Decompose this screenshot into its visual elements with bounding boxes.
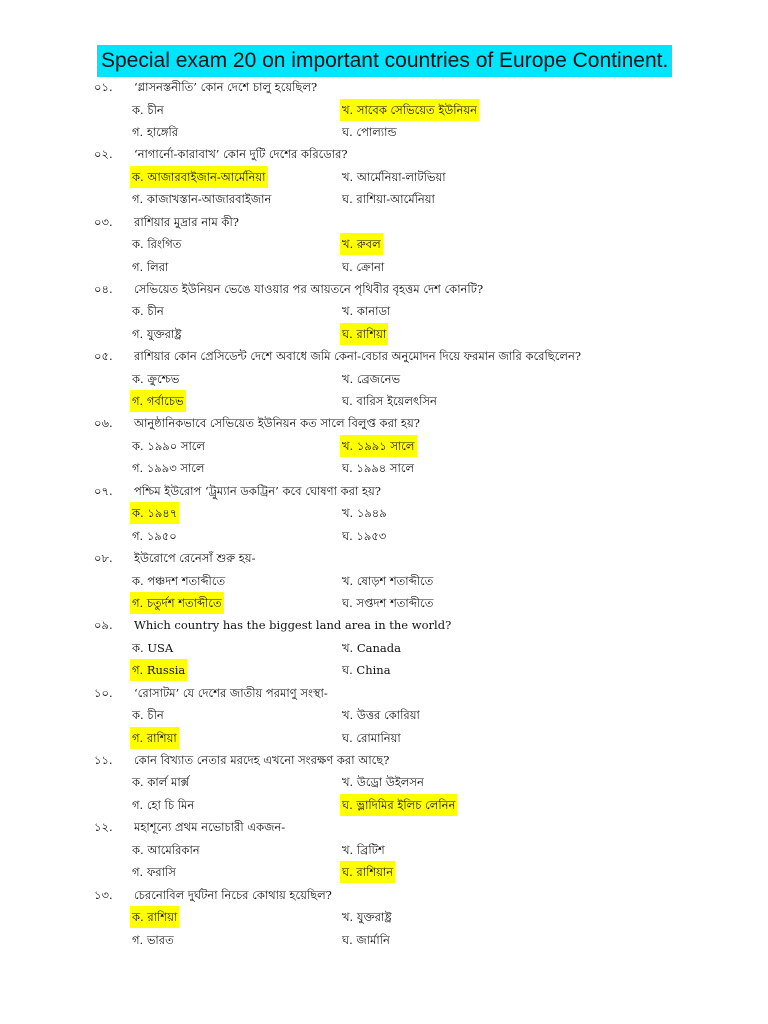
option-row <box>0 525 768 547</box>
option-row <box>0 570 768 592</box>
answer-option-correct: ঘ. রাশিয়ান <box>340 861 395 883</box>
question-item <box>0 547 768 614</box>
question-item <box>0 816 768 883</box>
option-row <box>0 121 768 143</box>
question-row <box>0 143 768 165</box>
question-number: ০৩. <box>94 214 113 229</box>
answer-option: ক. ক্রুশ্চেভ <box>132 371 180 386</box>
answer-option: ঘ. ক্রোনা <box>342 259 385 274</box>
answer-option: খ. কানাডা <box>342 304 391 319</box>
option-row <box>0 256 768 278</box>
question-row <box>0 76 768 98</box>
option-row <box>0 166 768 188</box>
question-item <box>0 76 768 143</box>
question-number: ০৮. <box>94 551 113 566</box>
question-text: ‘গ্লাসনস্তনীতি’ কোন দেশে চালু হয়েছিল? <box>134 80 318 94</box>
option-row <box>0 794 768 816</box>
question-text: ‘রোসাটম’ যে দেশের জাতীয় পরমাণু সংস্থা- <box>134 685 328 700</box>
option-row <box>0 861 768 883</box>
question-row <box>0 278 768 300</box>
answer-option: খ. ষোড়শ শতাব্দীতে <box>342 573 434 588</box>
question-row <box>0 412 768 434</box>
answer-option: ক. আমেরিকান <box>132 842 200 857</box>
option-row <box>0 637 768 659</box>
answer-option: ক. USA <box>132 640 174 655</box>
question-number: ০৪. <box>94 281 113 296</box>
question-row <box>0 614 768 636</box>
question-item <box>0 749 768 816</box>
question-text: Which country has the biggest land area in the world? <box>134 618 452 633</box>
answer-option: ঘ. জার্মানি <box>342 932 390 947</box>
question-number: ০৭. <box>94 483 113 498</box>
answer-option: ঘ. ১৯৫৩ <box>342 528 387 543</box>
question-item <box>0 480 768 547</box>
answer-option: ঘ. China <box>342 663 391 678</box>
answer-option-correct: ক. আজারবাইজান-আর্মেনিয়া <box>130 166 268 188</box>
answer-option: খ. Canada <box>342 640 401 655</box>
question-number: ১০. <box>94 685 113 700</box>
answer-option: গ. হো চি মিন <box>132 797 195 812</box>
answer-option-correct: খ. রুবল <box>340 233 383 255</box>
question-row <box>0 816 768 838</box>
page-title: Special exam 20 on important countries of Europe Continent. <box>97 45 672 77</box>
question-number: ০৯. <box>94 618 113 633</box>
question-text: ইউরোপে রেনেসাঁ শুরু হয়- <box>134 551 256 566</box>
option-row <box>0 323 768 345</box>
question-row <box>0 211 768 233</box>
question-row <box>0 682 768 704</box>
option-row <box>0 390 768 412</box>
question-text: পশ্চিম ইউরোপ ‘ট্রুম্যান ডকট্রিন’ কবে ঘোষণা করা হয়? <box>134 483 381 498</box>
question-text: রাশিয়ার কোন প্রেসিডেন্ট দেশে অবাধে জমি কেনা-বেচার অনুমোদন দিয়ে ফরমান জারি করেছিলেন? <box>134 349 581 364</box>
question-text: ‘নাগার্নো-কারাবাখ’ কোন দুটি দেশের করিডোর? <box>134 147 348 162</box>
question-number: ০১. <box>94 80 113 94</box>
option-row <box>0 233 768 255</box>
option-row <box>0 929 768 951</box>
question-number: ০৫. <box>94 349 113 364</box>
answer-option-correct: ক. রাশিয়া <box>130 906 179 928</box>
answer-option: ঘ. ১৯৯৪ সালে <box>342 461 415 476</box>
question-number: ১২. <box>94 820 113 835</box>
answer-option-correct: ঘ. ভ্লাদিমির ইলিচ লেনিন <box>340 794 457 816</box>
answer-option: ক. চীন <box>132 102 164 117</box>
question-text: আনুষ্ঠানিকভাবে সেভিয়েত ইউনিয়ন কত সালে বিলুপ্ত করা হয়? <box>134 416 420 431</box>
question-text: রাশিয়ার মুদ্রার নাম কী? <box>134 214 239 229</box>
question-item <box>0 614 768 681</box>
option-row <box>0 188 768 210</box>
option-row <box>0 771 768 793</box>
answer-option: ঘ. বারিস ইয়েলৎসিন <box>342 394 437 409</box>
option-row <box>0 659 768 681</box>
question-row <box>0 547 768 569</box>
answer-option: গ. ফরাসি <box>132 865 176 880</box>
answer-option-correct: খ. ১৯৯১ সালে <box>340 435 417 457</box>
option-row <box>0 99 768 121</box>
question-item <box>0 143 768 210</box>
option-row <box>0 727 768 749</box>
question-row <box>0 884 768 906</box>
question-text: সেভিয়েত ইউনিয়ন ভেঙে যাওয়ার পর আয়তনে পৃথিবীর বৃহত্তম দেশ কোনটি? <box>134 281 484 296</box>
question-text: কোন বিখ্যাত নেতার মরদেহ এখনো সংরক্ষণ করা আছে? <box>134 752 390 767</box>
answer-option: ক. ১৯৯০ সালে <box>132 438 205 453</box>
answer-option: ক. পঞ্চদশ শতাব্দীতে <box>132 573 226 588</box>
option-row <box>0 457 768 479</box>
option-row <box>0 300 768 322</box>
question-list <box>0 76 768 951</box>
answer-option-correct: গ. চতুর্দশ শতাব্দীতে <box>130 592 224 614</box>
question-number: ০৬. <box>94 416 113 431</box>
question-item <box>0 682 768 749</box>
question-number: ১১. <box>94 752 113 767</box>
answer-option-correct: গ. রাশিয়া <box>130 727 179 749</box>
option-row <box>0 906 768 928</box>
question-number: ০২. <box>94 147 113 162</box>
question-item <box>0 278 768 345</box>
answer-option: খ. ১৯৪৯ <box>342 506 387 521</box>
question-text: মহাশূন্যে প্রথম নভোচারী একজন- <box>134 820 286 835</box>
answer-option: ক. চীন <box>132 304 164 319</box>
answer-option-correct: গ. গর্বাচেভ <box>130 390 186 412</box>
option-row <box>0 435 768 457</box>
answer-option: গ. ভারত <box>132 932 174 947</box>
answer-option: ক. কার্ল মার্ক্স <box>132 775 190 790</box>
answer-option: ঘ. রাশিয়া-আর্মেনিয়া <box>342 192 435 207</box>
option-row <box>0 368 768 390</box>
answer-option: খ. যুক্তরাষ্ট্র <box>342 910 392 925</box>
question-item <box>0 345 768 412</box>
answer-option-correct: ঘ. রাশিয়া <box>340 323 388 345</box>
answer-option: খ. আর্মেনিয়া-লাটভিয়া <box>342 169 446 184</box>
question-item <box>0 884 768 951</box>
question-item <box>0 211 768 278</box>
answer-option: ঘ. সপ্তদশ শতাব্দীতে <box>342 596 434 611</box>
question-row <box>0 345 768 367</box>
answer-option: খ. ব্রেজনেভ <box>342 371 401 386</box>
answer-option: গ. কাজাখস্তান-আজারবাইজান <box>132 192 272 207</box>
question-number: ১৩. <box>94 887 113 902</box>
answer-option: গ. ১৯৫০ <box>132 528 177 543</box>
question-text: চেরনোবিল দুর্ঘটনা নিচের কোথায় হয়েছিল? <box>134 887 332 902</box>
answer-option: খ. ব্রিটিশ <box>342 842 385 857</box>
answer-option-correct: খ. সাবেক সেভিয়েত ইউনিয়ন <box>340 99 479 121</box>
option-row <box>0 704 768 726</box>
answer-option-correct: গ. Russia <box>130 659 187 681</box>
answer-option: ঘ. পোল্যান্ড <box>342 125 397 139</box>
answer-option: ক. রিংগিত <box>132 237 182 252</box>
question-row <box>0 749 768 771</box>
answer-option: গ. লিরা <box>132 259 169 274</box>
question-row <box>0 480 768 502</box>
answer-option: ঘ. রোমানিয়া <box>342 730 401 745</box>
answer-option: গ. যুক্তরাষ্ট্র <box>132 326 182 341</box>
answer-option: গ. ১৯৯৩ সালে <box>132 461 205 476</box>
option-row <box>0 839 768 861</box>
option-row <box>0 592 768 614</box>
answer-option: খ. উত্তর কোরিয়া <box>342 708 420 723</box>
option-row <box>0 502 768 524</box>
answer-option: গ. হাঙ্গেরি <box>132 125 179 139</box>
answer-option-correct: ক. ১৯৪৭ <box>130 502 179 524</box>
answer-option: ক. চীন <box>132 708 164 723</box>
answer-option: খ. উড্রো উইলসন <box>342 775 424 790</box>
question-item <box>0 412 768 479</box>
